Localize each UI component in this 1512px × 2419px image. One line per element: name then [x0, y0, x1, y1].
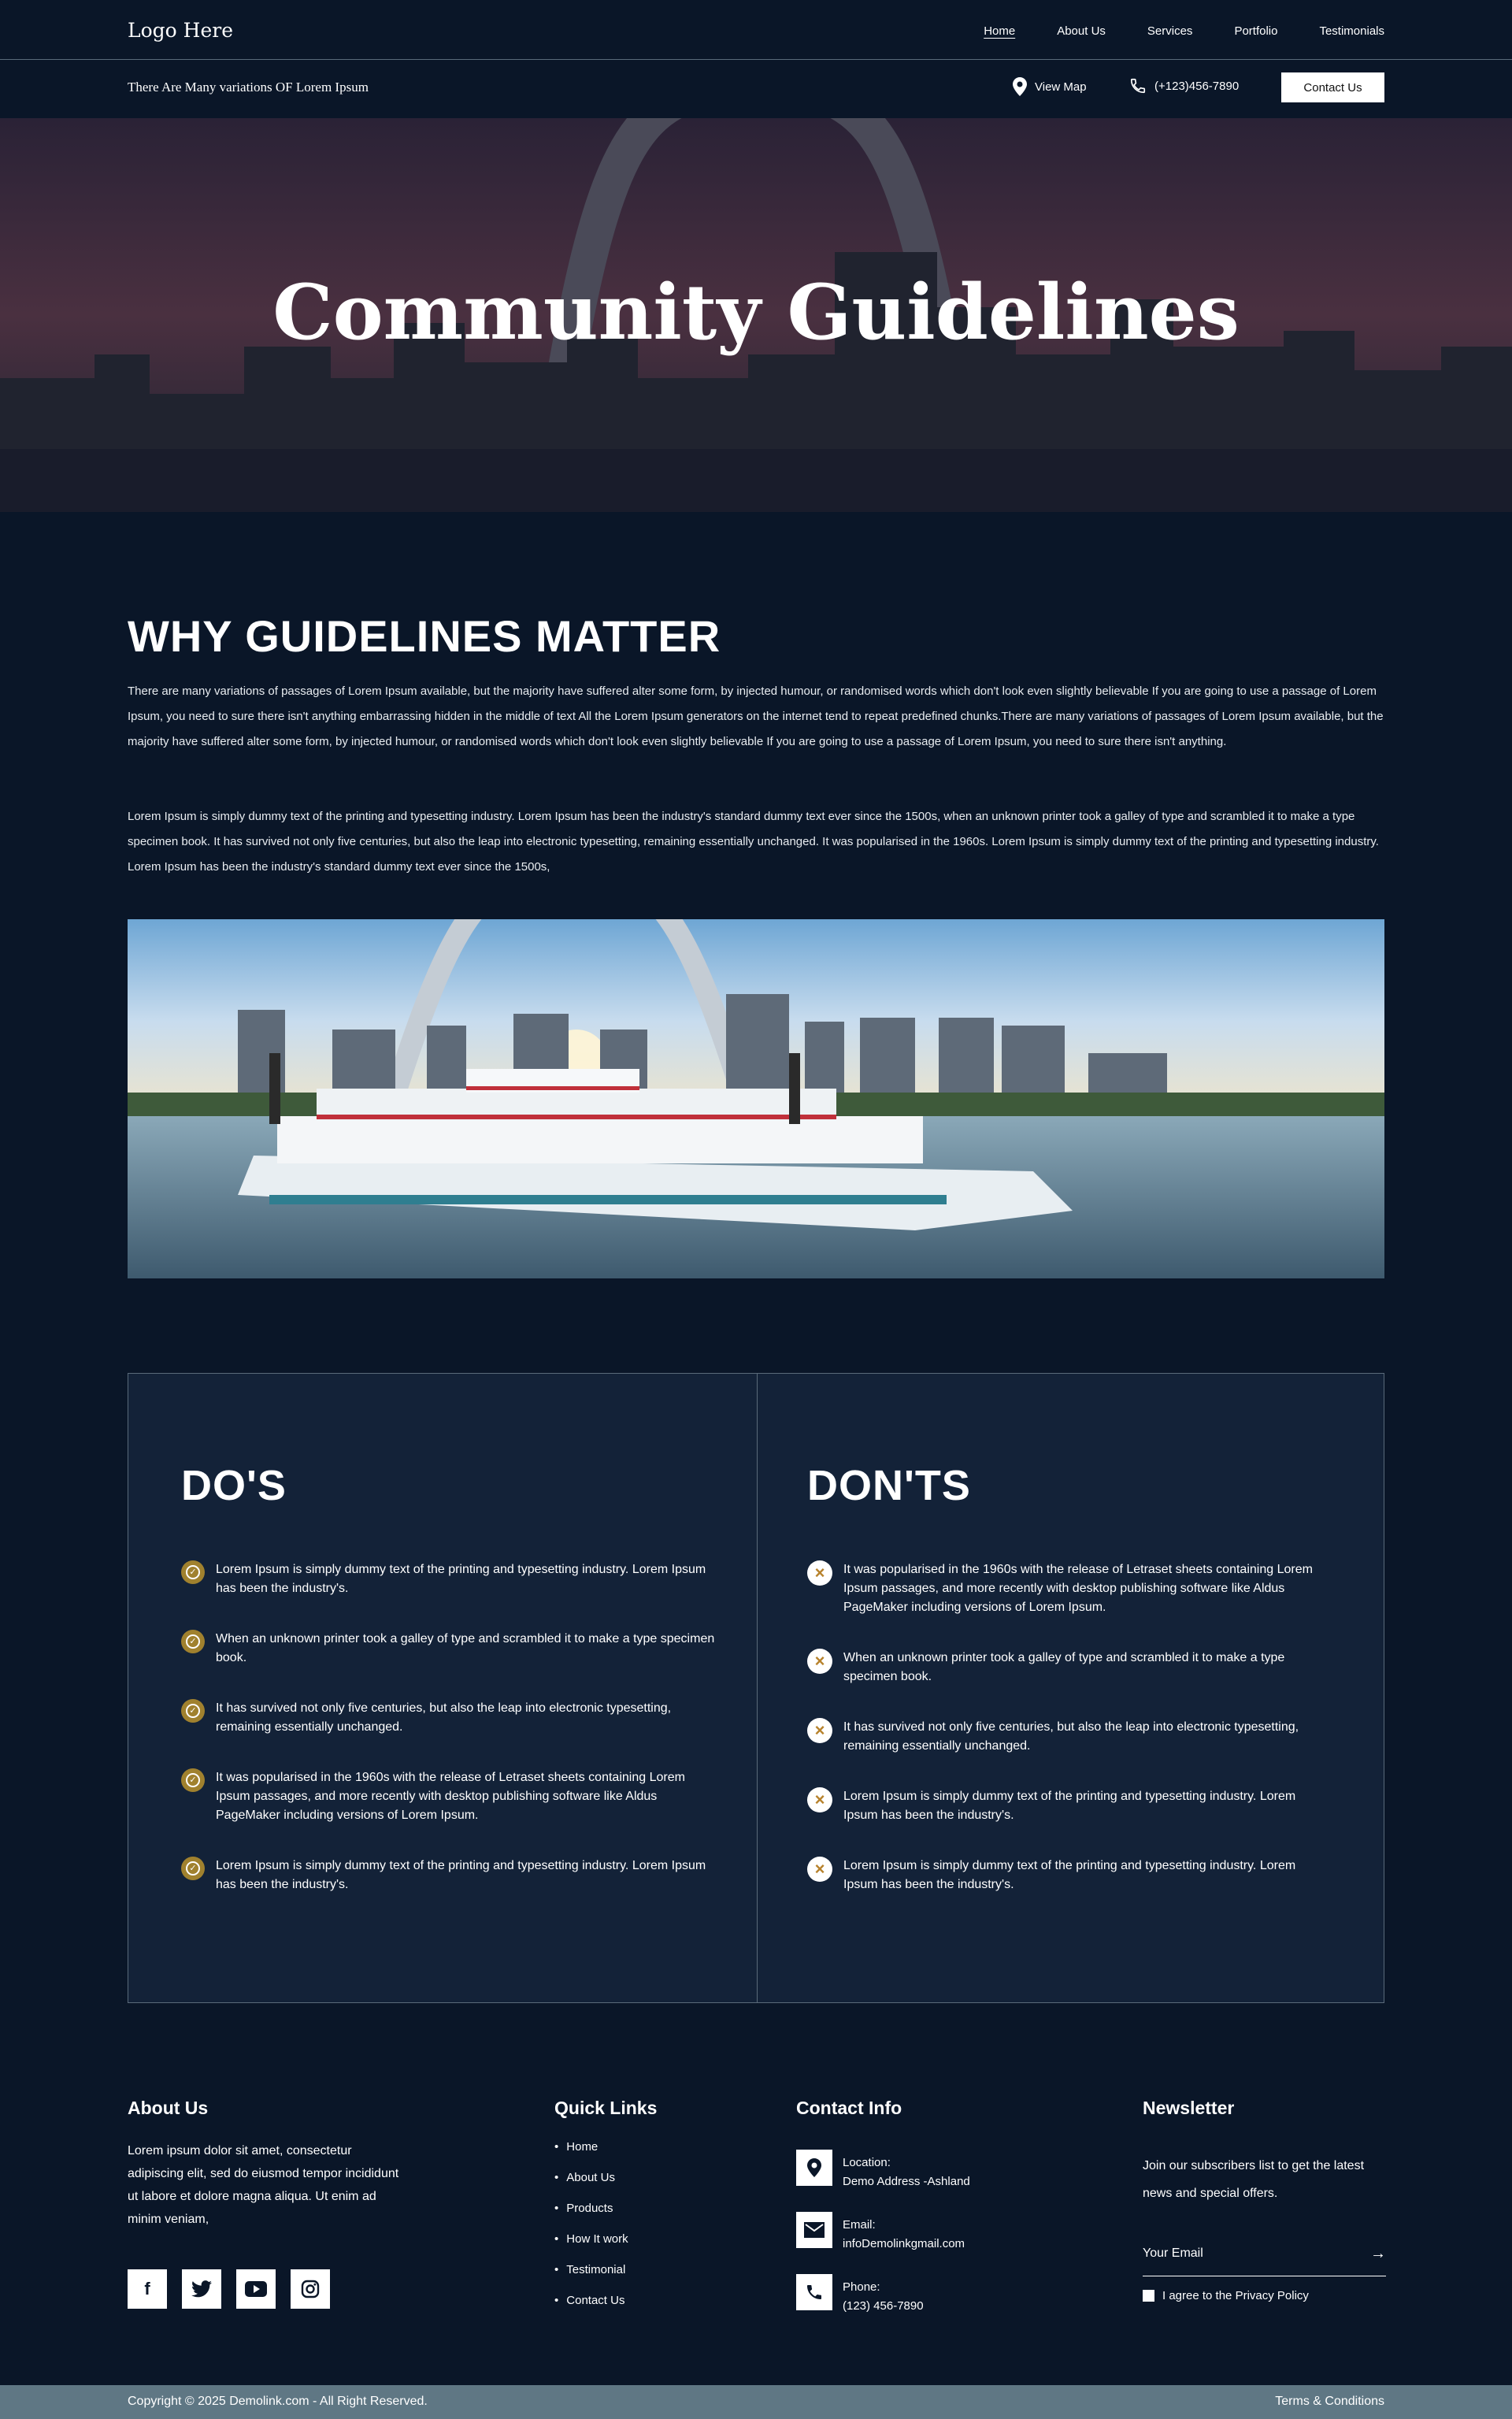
- intro-paragraph: There are many variations of passages of Lorem Ipsum available, but the majority have suffered alter some form, by injected humour, or randomised words which don't look even slightly believable If you are going to use a passage of Lorem Ipsum, you need to sure there isn't anything embarrassing hidden in the middle of text All the Lorem Ipsum generators on the internet tend to repeat predefined chunks.There are many variations of passages of Lorem Ipsum available, but the majority have suffered alter some form, by injected humour, or randomised words which don't look even slightly believable If you are going to use a passage of Lorem Ipsum, you need to sure there isn't anything.: [128, 685, 1384, 748]
- phone-icon: [1129, 77, 1147, 95]
- donts-list: [807, 1560, 1327, 1926]
- map-pin-icon: [796, 2150, 832, 2186]
- facebook-icon[interactable]: f: [128, 2269, 167, 2309]
- column-divider: [757, 1374, 758, 2002]
- quick-link-about-us[interactable]: • About Us: [554, 2171, 628, 2202]
- phone-number: (+123)456-7890: [1154, 79, 1240, 93]
- quick-link-how-it-work[interactable]: • How It work: [554, 2232, 628, 2263]
- list-item: × Lorem Ipsum is simply dummy text of the printing and typesetting industry. Lorem Ipsum has been the industry's.: [807, 1857, 1327, 1926]
- list-item: ✓ Lorem Ipsum is simply dummy text of the printing and typesetting industry. Lorem Ipsum has been the industry's.: [181, 1560, 717, 1630]
- map-pin-icon: [1013, 77, 1027, 96]
- close-circle-icon: ×: [807, 1649, 832, 1674]
- nav-about-us[interactable]: About Us: [1057, 24, 1106, 38]
- check-circle-icon: ✓: [181, 1768, 205, 1792]
- list-item: ✓ When an unknown printer took a galley of type and scrambled it to make a type specimen book.: [181, 1630, 717, 1699]
- check-circle-icon: ✓: [181, 1560, 205, 1584]
- riverboat-image: [128, 919, 1384, 1278]
- close-circle-icon: ×: [807, 1857, 832, 1882]
- footer-quick-links-title: Quick Links: [554, 2098, 658, 2118]
- nav-testimonials[interactable]: Testimonials: [1319, 24, 1384, 38]
- list-item: ✓ It was popularised in the 1960s with the release of Letraset sheets containing Lorem Ipsum passages, and more recently with desktop publishing software like Aldus PageMaker including versions of Lorem Ipsum.: [181, 1768, 717, 1857]
- donts-title: DON'TS: [807, 1462, 971, 1509]
- terms-link[interactable]: Terms & Conditions: [1275, 2395, 1384, 2408]
- youtube-icon[interactable]: [236, 2269, 276, 2309]
- view-map-label: View Map: [1035, 80, 1087, 94]
- quick-link-contact-us[interactable]: • Contact Us: [554, 2294, 628, 2324]
- privacy-agree[interactable]: [1143, 2289, 1309, 2302]
- arrow-right-icon[interactable]: →: [1370, 2245, 1386, 2262]
- dos-title: DO'S: [181, 1462, 287, 1509]
- close-circle-icon: ×: [807, 1560, 832, 1586]
- footer-about-text: Lorem ipsum dolor sit amet, consectetur adipiscing elit, sed do eiusmod tempor incididunt ut labore et dolore magna aliqua. Ut enim ad minim veniam,: [128, 2144, 399, 2226]
- email-label: Email:: [843, 2218, 876, 2232]
- nav-services[interactable]: Services: [1147, 24, 1193, 38]
- tagline: There Are Many variations OF Lorem Ipsum: [128, 80, 369, 95]
- list-item: ✓ It has survived not only five centuries, but also the leap into electronic typesetting, remaining essentially unchanged.: [181, 1699, 717, 1768]
- instagram-icon[interactable]: [291, 2269, 330, 2309]
- phone-value[interactable]: (123) 456-7890: [843, 2299, 924, 2313]
- nav-portfolio[interactable]: Portfolio: [1234, 24, 1278, 38]
- location-value: Demo Address -Ashland: [843, 2175, 970, 2188]
- page-title: Community Guidelines: [272, 268, 1240, 357]
- email-placeholder: Your Email: [1143, 2246, 1203, 2260]
- check-circle-icon: ✓: [181, 1630, 205, 1653]
- quick-link-products[interactable]: • Products: [554, 2202, 628, 2232]
- section-title: WHY GUIDELINES MATTER: [128, 611, 721, 661]
- hero-banner: [0, 118, 1512, 512]
- close-circle-icon: ×: [807, 1787, 832, 1812]
- logo[interactable]: Logo Here: [128, 19, 233, 42]
- footer-newsletter-title: Newsletter: [1143, 2098, 1235, 2118]
- view-map-link[interactable]: [1013, 77, 1087, 96]
- dos-list: [181, 1560, 717, 1926]
- list-item: × Lorem Ipsum is simply dummy text of the printing and typesetting industry. Lorem Ipsum has been the industry's.: [807, 1787, 1327, 1857]
- newsletter-email-input[interactable]: [1143, 2242, 1386, 2276]
- copyright-text: Copyright © 2025 Demolink.com - All Right Reserved.: [128, 2395, 428, 2408]
- list-item: ✓ Lorem Ipsum is simply dummy text of the printing and typesetting industry. Lorem Ipsum has been the industry's.: [181, 1857, 717, 1926]
- copyright-bar: [0, 2385, 1512, 2419]
- quick-links-list: [554, 2140, 628, 2324]
- nav-home[interactable]: Home: [984, 24, 1016, 38]
- list-item: × It was popularised in the 1960s with the release of Letraset sheets containing Lorem Ipsum passages, and more recently with desktop publishing software like Aldus PageMaker including versions of Lorem Ipsum.: [807, 1560, 1327, 1649]
- contact-us-button[interactable]: Contact Us: [1281, 72, 1384, 102]
- quick-link-home[interactable]: • Home: [554, 2140, 628, 2171]
- list-item: × When an unknown printer took a galley of type and scrambled it to make a type specimen book.: [807, 1649, 1327, 1718]
- quick-link-testimonial[interactable]: • Testimonial: [554, 2263, 628, 2294]
- phone-icon: [796, 2274, 832, 2310]
- phone-label: Phone:: [843, 2280, 880, 2294]
- email-value[interactable]: infoDemolinkgmail.com: [843, 2237, 965, 2250]
- footer-contact-title: Contact Info: [796, 2098, 902, 2118]
- location-label: Location:: [843, 2156, 891, 2169]
- main-menu: [942, 24, 1384, 38]
- list-item: × It has survived not only five centuries, but also the leap into electronic typesetting, remaining essentially unchanged.: [807, 1718, 1327, 1787]
- top-navigation: [0, 0, 1512, 60]
- check-circle-icon: ✓: [181, 1699, 205, 1723]
- phone-link[interactable]: [1129, 77, 1239, 95]
- check-circle-icon: ✓: [181, 1857, 205, 1880]
- envelope-icon: [796, 2212, 832, 2248]
- twitter-icon[interactable]: [182, 2269, 221, 2309]
- social-links: [128, 2269, 330, 2309]
- newsletter-text: Join our subscribers list to get the latest news and special offers.: [1143, 2159, 1365, 2200]
- privacy-checkbox[interactable]: [1143, 2290, 1154, 2302]
- privacy-label: I agree to the Privacy Policy: [1162, 2289, 1309, 2302]
- footer-about-title: About Us: [128, 2098, 209, 2118]
- dos-donts-panel: [128, 1373, 1384, 2003]
- close-circle-icon: ×: [807, 1718, 832, 1743]
- body-paragraph: Lorem Ipsum is simply dummy text of the printing and typesetting industry. Lorem Ipsum has been the industry's standard dummy text ever since the 1500s, when an unknown printer took a galley of type and scrambled it to make a type specimen book. It has survived not only five centuries, but also the leap into electronic typesetting, remaining essentially unchanged. It was popularised in the 1960s. Lorem Ipsum is simply dummy text of the printing and typesetting industry. Lorem Ipsum has been the industry's standard dummy text ever since the 1500s,: [128, 810, 1379, 874]
